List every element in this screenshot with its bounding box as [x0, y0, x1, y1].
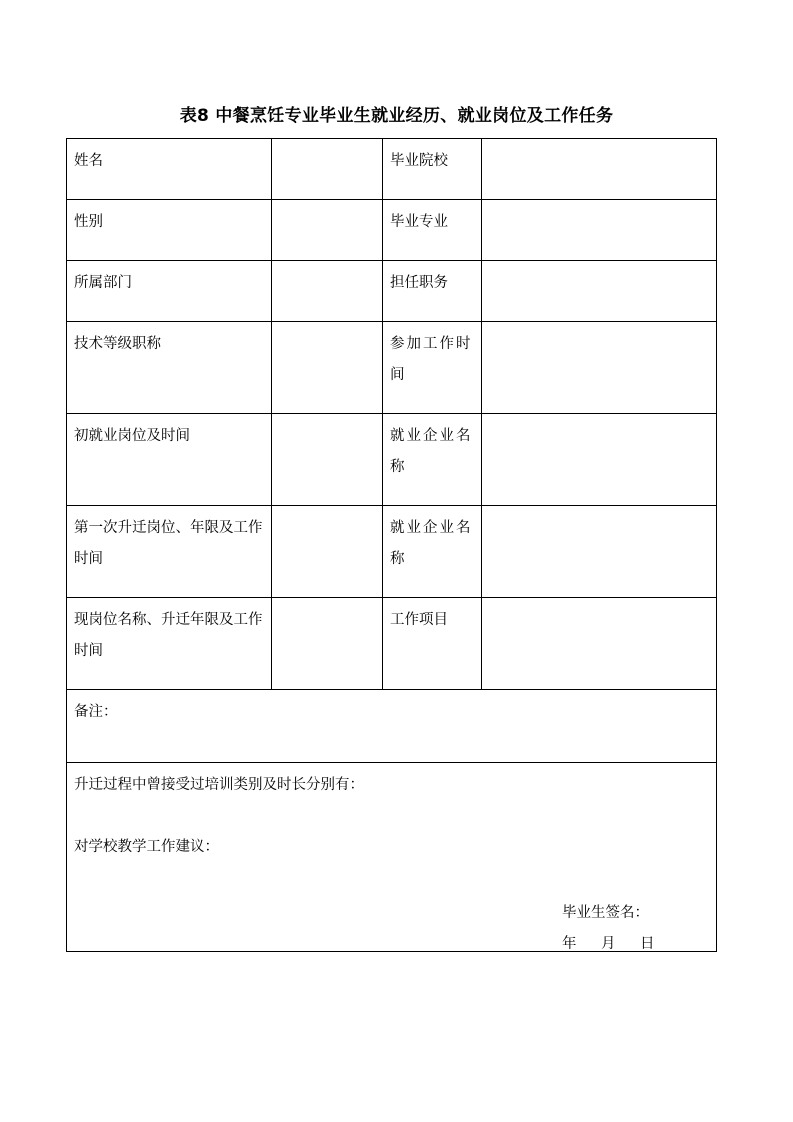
field-first-promotion[interactable]	[272, 506, 383, 598]
label-department: 所属部门	[67, 261, 272, 322]
field-employer-2[interactable]	[482, 506, 717, 598]
date-day: 日	[640, 936, 655, 952]
remarks-cell[interactable]	[67, 690, 717, 763]
label-current-position: 现岗位名称、升迁年限及工作时间	[67, 598, 272, 690]
label-employer-2: 就业企业名称	[383, 506, 482, 598]
label-position: 担任职务	[383, 261, 482, 322]
training-suggestion-cell[interactable]	[67, 763, 717, 952]
field-position[interactable]	[482, 261, 717, 322]
form-row-title	[67, 322, 717, 414]
label-first-job: 初就业岗位及时间	[67, 414, 272, 506]
field-work-project[interactable]	[482, 598, 717, 690]
form-row-department	[67, 261, 717, 322]
signature-block	[562, 898, 655, 960]
form-row-name	[67, 139, 717, 200]
label-name: 姓名	[67, 139, 272, 200]
training-label: 升迁过程中曾接受过培训类别及时长分别有：	[74, 777, 364, 793]
date-year: 年	[562, 936, 577, 952]
suggestion-label: 对学校教学工作建议：	[74, 839, 219, 855]
label-first-promotion: 第一次升迁岗位、年限及工作时间	[67, 506, 272, 598]
form-row-first-job	[67, 414, 717, 506]
label-technical-title: 技术等级职称	[67, 322, 272, 414]
remarks-label: 备注：	[74, 704, 118, 720]
date-month: 月	[601, 936, 616, 952]
field-work-start-time[interactable]	[482, 322, 717, 414]
label-work-project: 工作项目	[383, 598, 482, 690]
form-row-current-position	[67, 598, 717, 690]
field-school[interactable]	[482, 139, 717, 200]
label-major: 毕业专业	[383, 200, 482, 261]
label-school: 毕业院校	[383, 139, 482, 200]
label-gender: 性别	[67, 200, 272, 261]
field-employer-1[interactable]	[482, 414, 717, 506]
graduate-employment-form	[66, 138, 717, 952]
form-row-gender	[67, 200, 717, 261]
field-current-position[interactable]	[272, 598, 383, 690]
form-row-remarks	[67, 690, 717, 763]
signature-label: 毕业生签名：	[562, 905, 649, 921]
date-line	[562, 929, 655, 960]
page-title: 表8 中餐烹饪专业毕业生就业经历、就业岗位及工作任务	[179, 106, 614, 126]
field-technical-title[interactable]	[272, 322, 383, 414]
form-row-first-promotion	[67, 506, 717, 598]
field-name[interactable]	[272, 139, 383, 200]
form-row-training-suggestions	[67, 763, 717, 952]
field-major[interactable]	[482, 200, 717, 261]
field-first-job[interactable]	[272, 414, 383, 506]
label-work-start-time: 参加工作时间	[383, 322, 482, 414]
field-department[interactable]	[272, 261, 383, 322]
label-employer-1: 就业企业名称	[383, 414, 482, 506]
field-gender[interactable]	[272, 200, 383, 261]
